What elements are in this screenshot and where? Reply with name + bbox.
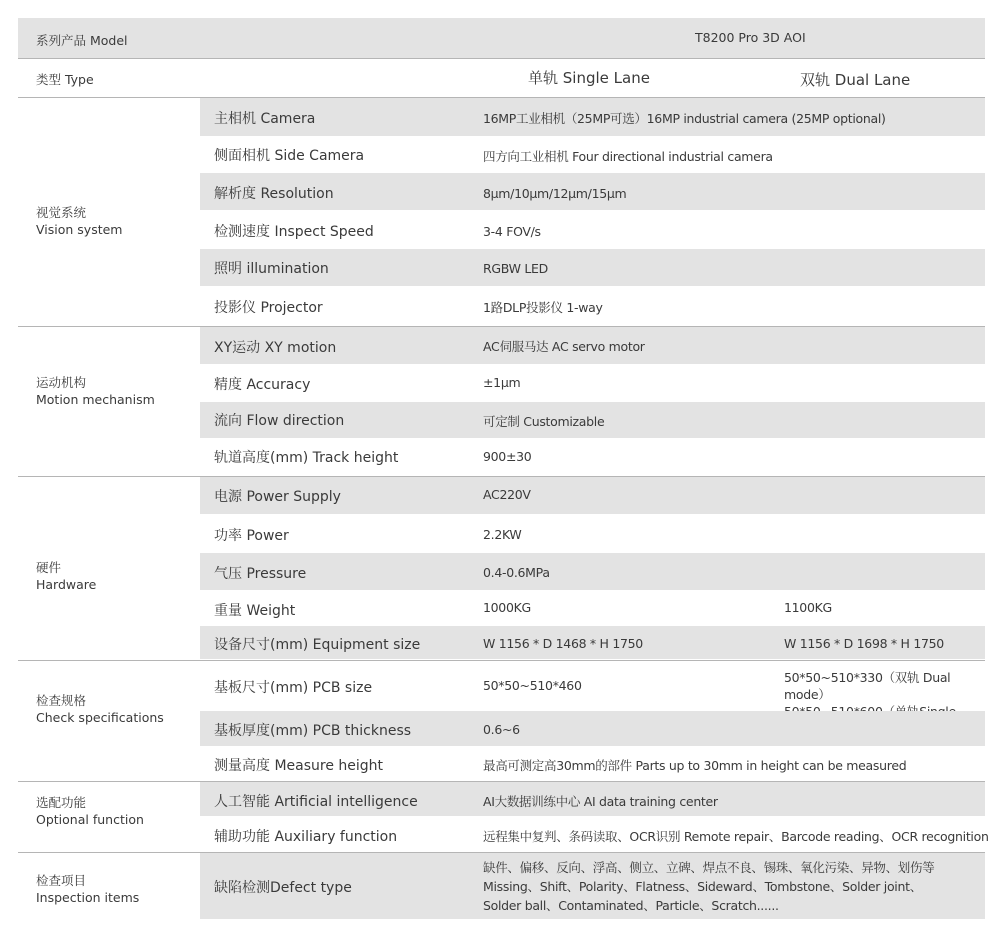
param-value: 900±30: [483, 449, 532, 464]
param-label: 检测速度 Inspect Speed: [214, 224, 374, 240]
spec-row: [200, 365, 985, 402]
param-value: 四方向工业相机 Four directional industrial camera: [483, 149, 773, 164]
spec-row: [200, 747, 985, 781]
group-label: [36, 794, 144, 828]
param-label: 照明 illumination: [214, 261, 329, 277]
spec-row: [200, 211, 985, 249]
model-value: T8200 Pro 3D AOI: [695, 30, 806, 45]
single-lane-header: 单轨 Single Lane: [528, 69, 650, 87]
param-value-single: 1000KG: [483, 600, 531, 615]
param-label: 重量 Weight: [214, 603, 296, 619]
spec-row: [200, 402, 985, 439]
spec-row: [200, 626, 985, 660]
value-line: 50*50~510*330（双轨 Dual mode）: [784, 670, 951, 702]
param-label: 基板尺寸(mm) PCB size: [214, 680, 373, 696]
model-label: 系列产品 Model: [36, 33, 128, 48]
group-label-cn: 检查项目: [36, 873, 87, 888]
param-label: 气压 Pressure: [214, 566, 307, 582]
spec-row: [200, 439, 985, 476]
spec-row: [200, 137, 985, 173]
group-label-cn: 选配功能: [36, 795, 87, 810]
param-label: 人工智能 Artificial intelligence: [214, 794, 418, 810]
param-label: 精度 Accuracy: [214, 377, 311, 393]
spec-row: [200, 287, 985, 326]
type-row: [18, 59, 985, 98]
param-value: 8μm/10μm/12μm/15μm: [483, 186, 627, 201]
param-value: 1路DLP投影仪 1-way: [483, 300, 603, 315]
param-label: 解析度 Resolution: [214, 186, 334, 202]
param-value-dual: 1100KG: [784, 600, 832, 615]
group-label-cn: 检查规格: [36, 693, 87, 708]
param-label: 轨道高度(mm) Track height: [214, 450, 399, 466]
spec-row: [200, 249, 985, 287]
type-label: 类型 Type: [36, 72, 94, 87]
spec-row: [200, 553, 985, 591]
group-label-en: Inspection items: [36, 890, 140, 905]
group-label-cn: 运动机构: [36, 375, 87, 390]
param-value: AC伺服马达 AC servo motor: [483, 339, 645, 354]
param-value: [483, 858, 934, 915]
group-label: [36, 872, 139, 906]
group-label-en: Hardware: [36, 577, 97, 592]
group-label-en: Vision system: [36, 222, 123, 237]
spec-row: [200, 711, 985, 747]
spec-row: [200, 477, 985, 515]
param-value: RGBW LED: [483, 261, 548, 276]
group-label: [36, 374, 155, 408]
param-label: 基板厚度(mm) PCB thickness: [214, 723, 412, 739]
param-value: ±1μm: [483, 375, 521, 390]
group-label-cn: 视觉系统: [36, 205, 87, 220]
param-label: 缺陷检测Defect type: [214, 880, 352, 896]
value-line: Missing、Shift、Polarity、Flatness、Sideward、Tombstone、Solder joint、: [483, 879, 922, 894]
param-label: 设备尺寸(mm) Equipment size: [214, 637, 421, 653]
param-label: 辅助功能 Auxiliary function: [214, 829, 398, 845]
param-value: 远程集中复判、条码读取、OCR识别 Remote repair、Barcode reading、OCR recognition: [483, 829, 989, 844]
group-label: [36, 204, 122, 238]
model-row: [18, 18, 985, 59]
param-label: 功率 Power: [214, 528, 289, 544]
param-value: 0.4-0.6MPa: [483, 565, 550, 580]
param-value: AI大数据训练中心 AI data training center: [483, 794, 718, 809]
param-value-single: 50*50~510*460: [483, 678, 582, 693]
param-label: 测量高度 Measure height: [214, 758, 384, 774]
param-value: 可定制 Customizable: [483, 414, 605, 429]
spec-row: [200, 782, 985, 817]
value-line: 缺件、偏移、反向、浮高、侧立、立碑、焊点不良、锡珠、氧化污染、异物、划伤等: [483, 860, 935, 875]
param-label: 主相机 Camera: [214, 111, 316, 127]
param-value: AC220V: [483, 487, 531, 502]
param-value: 2.2KW: [483, 527, 522, 542]
value-line: Solder ball、Contaminated、Particle、Scratch......: [483, 898, 779, 913]
spec-row: [200, 591, 985, 626]
param-label: XY运动 XY motion: [214, 340, 337, 356]
spec-row: [200, 661, 985, 711]
param-value: 3-4 FOV/s: [483, 224, 541, 239]
dual-lane-header: 双轨 Dual Lane: [800, 71, 911, 89]
group-label-en: Motion mechanism: [36, 392, 155, 407]
spec-row: [200, 173, 985, 211]
param-label: 电源 Power Supply: [214, 489, 341, 505]
group-label-en: Optional function: [36, 812, 144, 827]
group-label: [36, 692, 164, 726]
param-value: 0.6~6: [483, 722, 520, 737]
param-value-dual: W 1156 * D 1698 * H 1750: [784, 636, 944, 651]
param-value: 最高可测定高30mm的部件 Parts up to 30mm in height can be measured: [483, 758, 907, 773]
group-label-en: Check specifications: [36, 710, 164, 725]
param-label: 侧面相机 Side Camera: [214, 148, 365, 164]
spec-row: [200, 817, 989, 852]
param-value: 16MP工业相机（25MP可选）16MP industrial camera (25MP optional): [483, 111, 886, 126]
spec-row: [200, 327, 985, 365]
group-label-cn: 硬件: [36, 560, 62, 575]
group-label: [36, 559, 96, 593]
spec-row: [200, 853, 985, 920]
param-label: 流向 Flow direction: [214, 413, 345, 429]
param-value-single: W 1156 * D 1468 * H 1750: [483, 636, 643, 651]
spec-row: [200, 515, 985, 553]
param-label: 投影仪 Projector: [214, 300, 323, 316]
spec-row: [200, 98, 985, 137]
